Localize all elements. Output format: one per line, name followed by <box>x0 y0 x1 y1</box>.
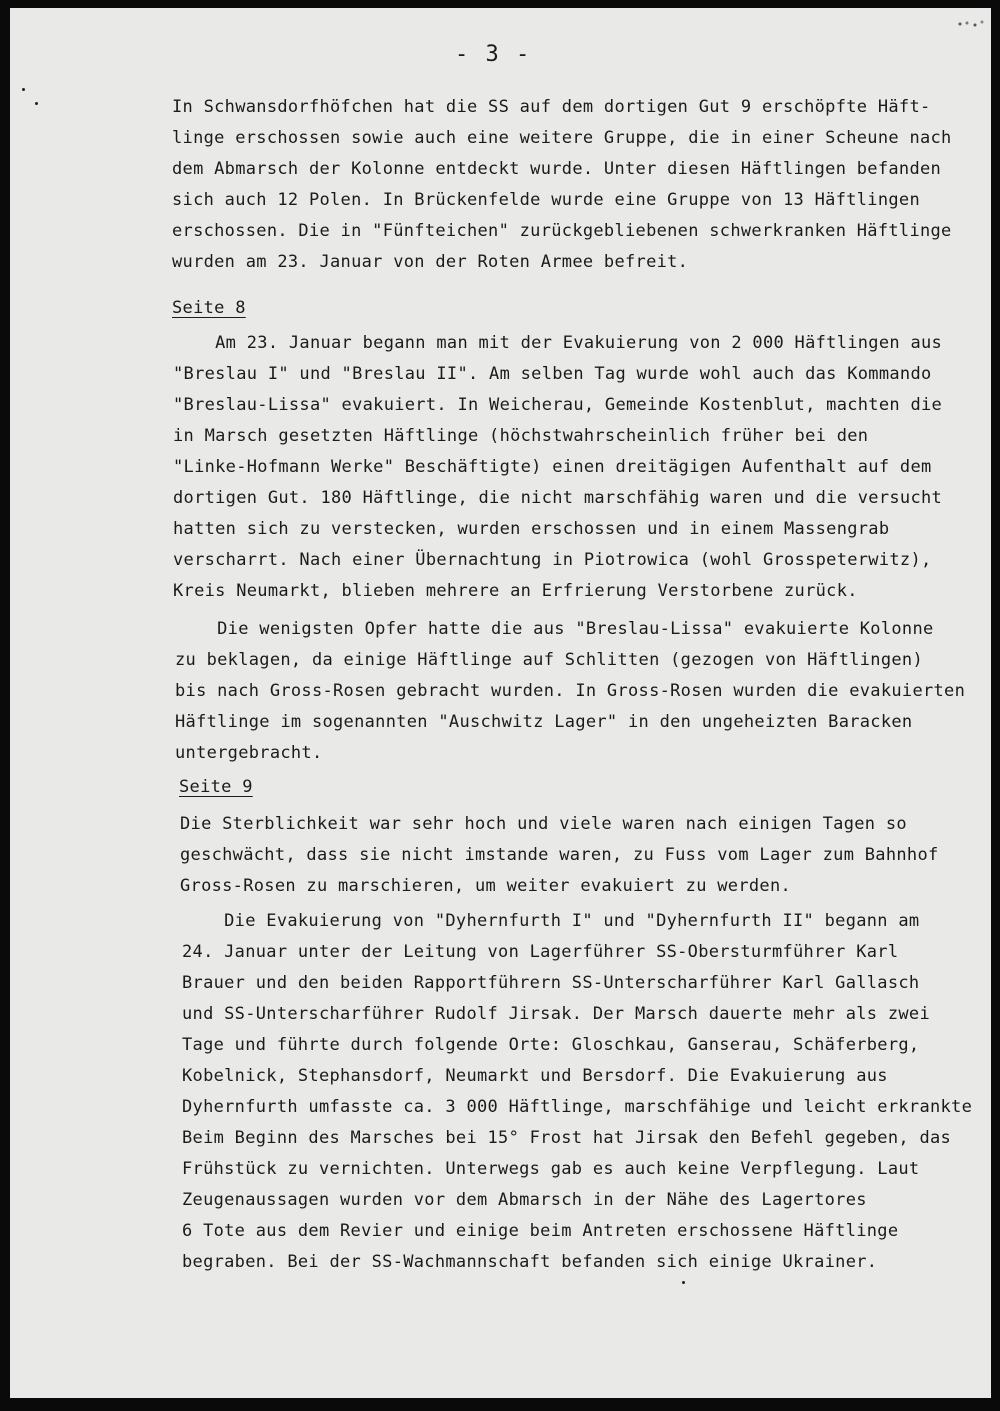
scan-speck <box>22 88 25 91</box>
scan-artifact <box>957 20 985 28</box>
document-page <box>10 8 991 1398</box>
scan-speck <box>35 102 38 105</box>
page-number: - 3 - <box>455 42 532 67</box>
paragraph-breslau-evakuierung: Am 23. Januar begann man mit der Evakuierung von 2 000 Häftlingen aus "Breslau I" und "Breslau II". Am selben Tag wurde wohl auch das Kommando "Breslau-Lissa" evakuiert. In Weicherau, Gemeinde Kostenblut, machten die in Marsch gesetzten Häftlinge (höchstwahrscheinlich früher bei den "Linke-Hofmann Werke" Beschäftigte) einen dreitägigen Aufenthalt auf dem dortigen Gut. 180 Häftlinge, die nicht marschfähig waren und die versucht hatten sich zu verstecken, wurden erschossen und in einem Massengrab verscharrt. Nach einer Übernachtung in Piotrowica (wohl Grosspeterwitz), Kreis Neumarkt, blieben mehrere an Erfrierung Verstorbene zurück. <box>173 333 943 601</box>
paragraph-schwansdorfhoefchen: In Schwansdorfhöfchen hat die SS auf dem dortigen Gut 9 erschöpfte Häft- linge erschossen sowie auch eine weitere Gruppe, die in einer Scheune nach dem Abmarsch der Kolonne entdeckt wurde. Unter diesen Häftlingen befanden sich auch 12 Polen. In Brückenfelde wurde eine Gruppe von 13 Häftlingen erschossen. Die in "Fünfteichen" zurückgebliebenen schwerkranken Häftlinge wurden am 23. Januar von der Roten Armee befreit. <box>172 97 952 272</box>
section-heading-seite-9: Seite 9 <box>179 777 253 797</box>
paragraph-sterblichkeit: Die Sterblichkeit war sehr hoch und viele waren nach einigen Tagen so geschwächt, dass sie nicht imstande waren, zu Fuss vom Lager zum Bahnhof Gross-Rosen zu marschieren, um weiter evakuiert zu werden. <box>180 814 939 896</box>
paragraph-breslau-lissa: Die wenigsten Opfer hatte die aus "Breslau-Lissa" evakuierte Kolonne zu beklagen, da einige Häftlinge auf Schlitten (gezogen von Häftlingen) bis nach Gross-Rosen gebracht wurden. In Gross-Rosen wurden die evakuierten Häftlinge im sogenannten "Auschwitz Lager" in den ungeheizten Baracken untergebracht. <box>175 619 966 763</box>
section-heading-seite-8: Seite 8 <box>172 298 246 318</box>
paragraph-dyhernfurth: Die Evakuierung von "Dyhernfurth I" und "Dyhernfurth II" begann am 24. Januar unter der Leitung von Lagerführer SS-Obersturmführer Karl Brauer und den beiden Rapportführern SS-Unterscharführer Karl Gallasch und SS-Unterscharführer Rudolf Jirsak. Der Marsch dauerte mehr als zwei Tage und führte durch folgende Orte: Gloschkau, Ganserau, Schäferberg, Kobelnick, Stephansdorf, Neumarkt und Bersdorf. Die Evakuierung aus Dyhernfurth umfasste ca. 3 000 Häftlinge, marschfähige und leicht erkrankte Beim Beginn des Marsches bei 15° Frost hat Jirsak den Befehl gegeben, das Frühstück zu vernichten. Unterwegs gab es auch keine Verpflegung. Laut Zeugenaussagen wurden vor dem Abmarsch in der Nähe des Lagertores 6 Tote aus dem Revier und einige beim Antreten erschossene Häftlinge begraben. Bei der SS-Wachmannschaft befanden sich einige Ukrainer. <box>182 911 973 1272</box>
scan-speck <box>682 1281 685 1284</box>
